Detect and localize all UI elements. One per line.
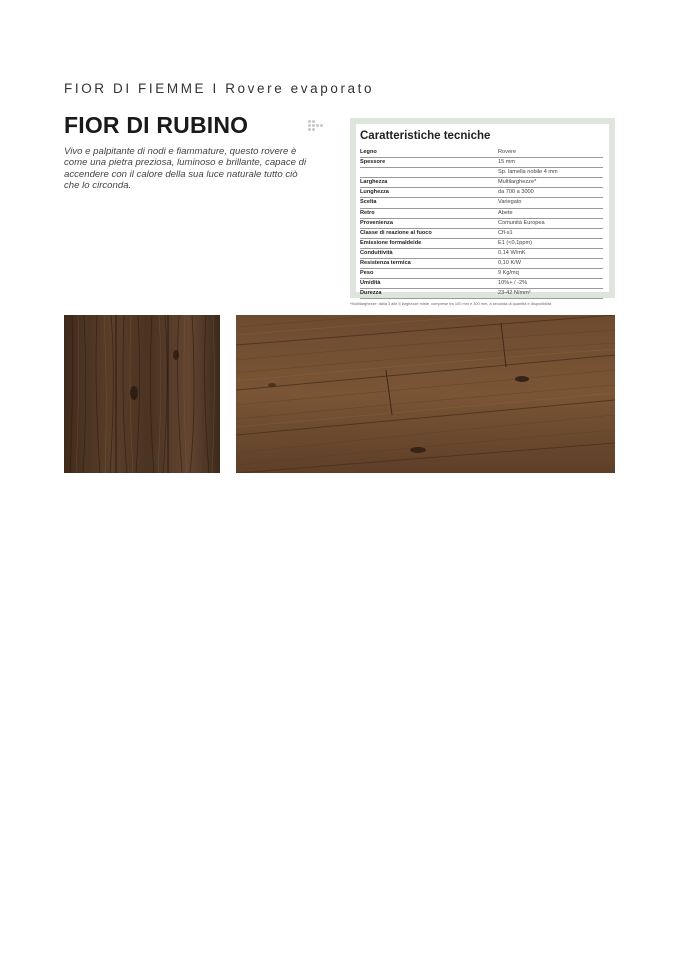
spec-row xyxy=(360,239,603,249)
spec-row xyxy=(360,269,603,279)
wood-floor-image xyxy=(236,315,615,473)
spec-table xyxy=(360,148,609,299)
spec-label: Resistenza termica xyxy=(360,260,411,267)
spec-label: Peso xyxy=(360,270,374,277)
spec-label: Conduttività xyxy=(360,249,393,256)
spec-label xyxy=(360,168,498,177)
spec-row xyxy=(360,229,603,239)
spec-row xyxy=(360,188,603,198)
spec-value: E1 (<0,1ppm) xyxy=(498,239,533,246)
spec-value: Abete xyxy=(498,209,513,216)
spec-row xyxy=(360,289,603,299)
spec-row xyxy=(360,148,603,158)
spec-value: 23-42 N/mm² xyxy=(498,290,531,297)
product-description: Vivo e palpitante di nodi e fiammature, questo rovere è come una pietra preziosa, luminoso e brillante, capace di accendere con il calore della sua luce naturale tutto ciò che lo circonda. xyxy=(64,146,307,192)
collection-header: FIOR DI FIEMME I Rovere evaporato xyxy=(64,81,375,96)
spec-value: Comunità Europea xyxy=(498,219,545,226)
spec-row xyxy=(360,249,603,259)
spec-row xyxy=(360,219,603,229)
spec-value: 0,14 W/mK xyxy=(498,249,526,256)
spec-row xyxy=(360,259,603,269)
spec-row xyxy=(360,168,603,178)
spec-label: Larghezza xyxy=(360,179,388,186)
spec-value: 10%+ / -2% xyxy=(498,280,528,287)
spec-value: Multilarghezze* xyxy=(498,179,537,186)
spec-label: Durezza xyxy=(360,290,382,297)
decorative-dots-icon xyxy=(306,118,324,132)
wood-sample-vertical-image xyxy=(64,315,220,473)
spec-value: 9 Kg/mq xyxy=(498,270,519,277)
spec-row xyxy=(360,158,603,168)
spec-footnote: *Multilarghezze: dalla 3 alle 5 larghezze miste, comprese tra 100 mm e 300 mm, a seconda di quantità e disponibilità xyxy=(350,301,552,306)
spec-label: Scelta xyxy=(360,199,377,206)
spec-label: Retro xyxy=(360,209,375,216)
spec-value: Cfl-s1 xyxy=(498,229,513,236)
spec-row xyxy=(360,198,603,208)
spec-label: Classe di reazione al fuoco xyxy=(360,229,432,236)
spec-label: Legno xyxy=(360,149,377,155)
product-title: FIOR DI RUBINO xyxy=(64,112,249,138)
spec-panel xyxy=(350,118,615,298)
spec-label: Lunghezza xyxy=(360,189,389,196)
spec-label: Umidità xyxy=(360,280,381,287)
spec-value: Rovere xyxy=(498,149,517,155)
spec-value: 0,10 K/W xyxy=(498,260,522,267)
spec-value: Sp. lamella nobile 4 mm xyxy=(498,169,558,176)
spec-value: Variegato xyxy=(498,199,522,206)
spec-value: 15 mm xyxy=(498,159,516,166)
spec-label: Spessore xyxy=(360,159,386,166)
spec-title: Caratteristiche tecniche xyxy=(360,130,491,142)
spec-row xyxy=(360,279,603,289)
spec-label: Provenienza xyxy=(360,219,393,226)
spec-row xyxy=(360,209,603,219)
spec-label: Emissione formaldeide xyxy=(360,239,422,246)
spec-value: da 700 a 3000 xyxy=(498,189,534,196)
spec-row xyxy=(360,178,603,188)
